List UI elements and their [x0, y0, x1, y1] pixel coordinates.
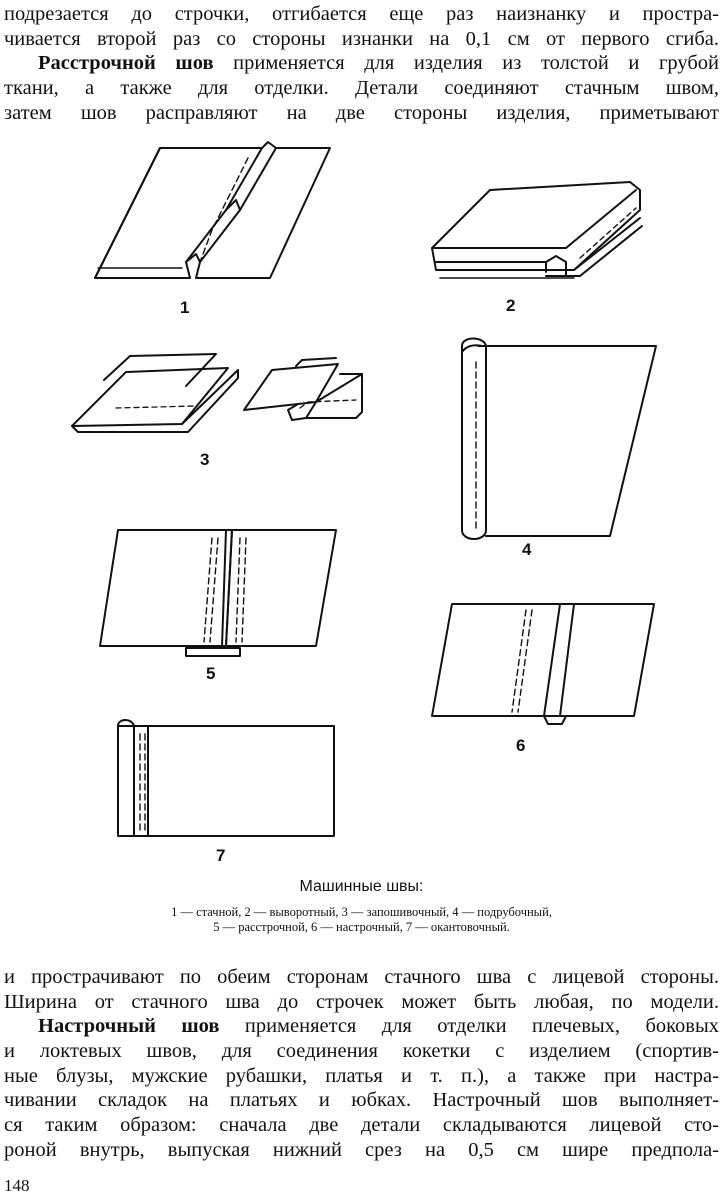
seam-1-drawing — [95, 142, 330, 278]
seams-illustration — [0, 130, 723, 950]
figure-number-5: 5 — [206, 664, 216, 683]
text-line: затем шов расправляют на две стороны изделия, приметывают — [4, 101, 719, 124]
figure-number-3: 3 — [200, 450, 210, 469]
seam-6-drawing — [432, 604, 654, 724]
text-line: ные блузы, мужские рубашки, платья и т. п.), а также при настра- — [4, 1064, 719, 1087]
text-line: и прострачивают по обеим сторонам стачного шва с лицевой стороны. — [4, 966, 719, 988]
text-line: чивании складок на платьях и юбках. Настрочный шов выполняет- — [4, 1089, 719, 1112]
figure-caption-title: Машинные швы: — [299, 878, 424, 895]
rasstrochnoy-paragraph — [4, 51, 719, 125]
nastrochnoy-paragraph — [4, 1014, 719, 1163]
figure-number-2: 2 — [506, 296, 516, 315]
figure-number-1: 1 — [180, 298, 190, 317]
seam-3-drawing — [72, 354, 362, 432]
term-nastrochnoy: Настрочный шов — [38, 1015, 220, 1037]
seams-figure — [0, 130, 723, 950]
text-line — [4, 1014, 719, 1039]
figure-number-6: 6 — [516, 736, 526, 755]
text-fragment: применяется для отделки плечевых, боковых — [244, 1015, 719, 1037]
top-paragraph — [4, 2, 719, 52]
text-line: чивается второй раз со стороны изнанки на 0,1 см от первого сгиба. — [4, 27, 719, 50]
text-line — [4, 51, 719, 76]
text-line: и локтевых швов, для соединения кокетки с изделием (спортив- — [4, 1039, 719, 1062]
seam-5-drawing — [100, 530, 336, 656]
term-rasstrochnoy: Расстрочной шов — [38, 52, 214, 74]
figure-number-4: 4 — [522, 540, 532, 559]
text-line: роной внутрь, выпуская нижний срез на 0,5 см шире предпола- — [4, 1138, 719, 1161]
text-fragment: применяется для изделия из толстой и грубой — [233, 52, 719, 74]
continuation-paragraph — [4, 965, 719, 1015]
text-line: ткани, а также для отделки. Детали соединяют стачным швом, — [4, 76, 719, 99]
text-line: подрезается до строчки, отгибается еще раз наизнанку и простра- — [4, 3, 719, 25]
seam-7-drawing — [118, 720, 334, 836]
figure-legend-line-2: 5 — расстрочной, 6 — настрочный, 7 — окантовочный. — [213, 920, 510, 934]
text-line: ся таким образом: сначала две детали складываются лицевой сто- — [4, 1114, 719, 1137]
seam-2-drawing — [432, 182, 642, 278]
page-number: 148 — [4, 1176, 30, 1195]
text-line: Ширина от стачного шва до строчек может быть любая, по модели. — [4, 990, 719, 1013]
figure-legend-line-1: 1 — стачной, 2 — выворотный, 3 — запошивочный, 4 — подрубочный, — [171, 905, 552, 919]
figure-number-7: 7 — [216, 846, 226, 865]
seam-4-drawing — [462, 339, 656, 540]
